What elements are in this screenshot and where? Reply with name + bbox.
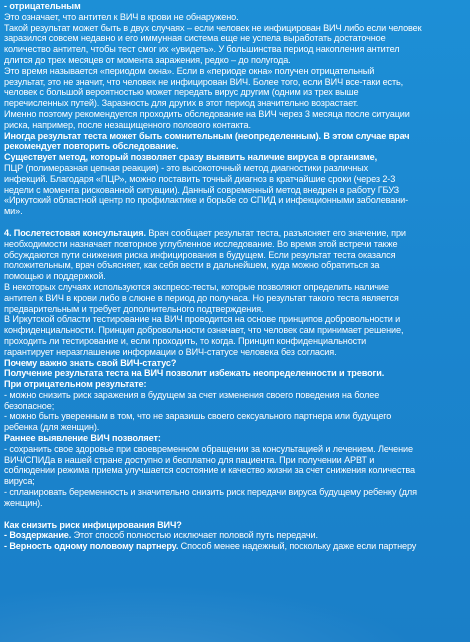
bold-text-line: Почему важно знать свой ВИЧ-статус? xyxy=(4,357,177,368)
bold-text-line: Раннее выявление ВИЧ позволяет: xyxy=(4,433,161,444)
text-line: вируса; xyxy=(4,476,35,487)
text-line: заразился совсем недавно и его иммунная система еще не успела выработать достаточное xyxy=(4,33,386,44)
bold-text-line: - отрицательным xyxy=(4,1,81,11)
text-line: В некоторых случаях используются экспресс-тесты, которые позволяют определить наличие xyxy=(4,281,389,292)
bold-text-line: Получение результата теста на ВИЧ позволит избежать неопределенности и тревоги. xyxy=(4,368,385,379)
text-line: ребенка (для женщин). xyxy=(4,422,100,433)
text-line: помощью и поддержкой. xyxy=(4,271,106,282)
text-line: ми». xyxy=(4,206,23,217)
text-line: Это время называется «периодом окна». Если в «периоде окна» получен отрицательный xyxy=(4,65,375,76)
text-line: В Иркутской области тестирование на ВИЧ проводится на основе принципов добровольности и xyxy=(4,314,401,325)
text-line: антител к ВИЧ в крови либо в слюне в период до получаса. Но результат такого теста является xyxy=(4,292,399,303)
text-line: результат, это не значит, что человек не инфицирован ВИЧ. Более того, если ВИЧ все-таки есть, xyxy=(4,76,404,87)
text-line: Именно поэтому рекомендуется проходить обследование на ВИЧ через 3 месяца после ситуации xyxy=(4,108,410,119)
text-line: ВИЧ/СПИДа в нашей стране доступно и бесплатно для пациента. При получении АРВТ и xyxy=(4,454,375,465)
text-line: проходить ли тестирование и, если проходить, то когда. Принцип конфиденциальности xyxy=(4,335,367,346)
text-line: Это означает, что антител к ВИЧ в крови не обнаружено. xyxy=(4,11,239,22)
text-line: - можно быть уверенным в том, что не заразишь своего сексуального партнера или будущего xyxy=(4,411,392,422)
text-line xyxy=(4,541,468,552)
bold-text-line: рекомендует повторить обследование. xyxy=(4,141,179,152)
text-line: «Иркутский областной центр по профилактике и борьбе со СПИД и инфекционными заболевани- xyxy=(4,195,409,206)
bold-text-line: Иногда результат теста может быть сомнительным (неопределенным). В этом случае врач xyxy=(4,130,410,141)
text-line: положительным, врач объясняет, как себя вести в дальнейшем, куда можно обратиться за xyxy=(4,260,380,271)
document-page xyxy=(4,1,468,641)
text-line: соблюдении режима приема улучшается состояние и качество жизни за счет снижения количества xyxy=(4,465,415,476)
text-line: женщин). xyxy=(4,497,43,508)
line-rest: Врач сообщает результат теста, разъясняет его значение, при xyxy=(145,227,406,238)
line-rest: Этот способ полностью исключает половой путь передачи. xyxy=(71,530,318,541)
text-line xyxy=(4,228,468,239)
text-line: обсуждаются пути снижения риска инфицирования в будущем. Если результат теста оказался xyxy=(4,249,396,260)
text-line: предварительным и требует дополнительного подтверждения. xyxy=(4,303,264,314)
lead-phrase: - Воздержание. xyxy=(4,530,72,541)
text-line: - сохранить свое здоровье при своевременном обращении за консультацией и лечением. Лечение xyxy=(4,443,413,454)
text-line: безопасное; xyxy=(4,400,55,411)
paragraph-gap xyxy=(4,217,468,228)
text-line: конфиденциальности. Принцип добровольности означает, что человек сам принимает решение, xyxy=(4,325,404,336)
text-line: человек с большой вероятностью может передать вирус другим (одним из трех выше xyxy=(4,87,359,98)
bold-text-line: При отрицательном результате: xyxy=(4,379,147,390)
bold-text-line: Существует метод, который позволяет сразу выявить наличие вируса в организме, xyxy=(4,152,378,163)
lead-phrase: - Верность одному половому партнеру. xyxy=(4,541,179,552)
text-line: перечисленных путей). Заразность для других в этот период значительно возрастает. xyxy=(4,98,359,109)
lead-phrase: 4. Послетестовая консультация. xyxy=(4,227,146,238)
text-line: длится до трех месяцев от момента заражения, редко – до полугода. xyxy=(4,54,291,65)
text-line: Такой результат может быть в двух случаях – если человек не инфицирован ВИЧ либо если человек xyxy=(4,22,422,33)
line-rest: Способ менее надежный, поскольку даже если партнеру xyxy=(178,541,417,552)
text-line: количество антител, чтобы тест смог их «увидеть». У большинства период накопления антител xyxy=(4,44,400,55)
text-line: ПЦР (полимеразная цепная реакция) - это высокоточный метод диагностики различных xyxy=(4,162,369,173)
bold-text-line: Как снизить риск инфицирования ВИЧ? xyxy=(4,519,182,530)
text-line: необходимости назначает повторное углубленное исследование. Во время этой встречи также xyxy=(4,238,398,249)
text-line: риска, например, после незащищенного полового контакта. xyxy=(4,119,251,130)
text-line xyxy=(4,530,468,541)
text-line: гарантирует неразглашение информации о ВИЧ-статусе человека без согласия. xyxy=(4,346,337,357)
text-line: - можно снизить риск заражения в будущем за счет изменения своего поведения на более xyxy=(4,389,380,400)
text-line: - спланировать беременность и значительно снизить риск передачи вируса будущему ребенку (для xyxy=(4,487,417,498)
text-line: недели с момента рискованной ситуации). Данный современный метод внедрен в работу ГБУЗ xyxy=(4,184,400,195)
text-line: инфекций. Благодаря «ПЦР», можно поставить точный диагноз в кратчайшие сроки (через 2-3 xyxy=(4,173,396,184)
paragraph-gap xyxy=(4,509,468,520)
